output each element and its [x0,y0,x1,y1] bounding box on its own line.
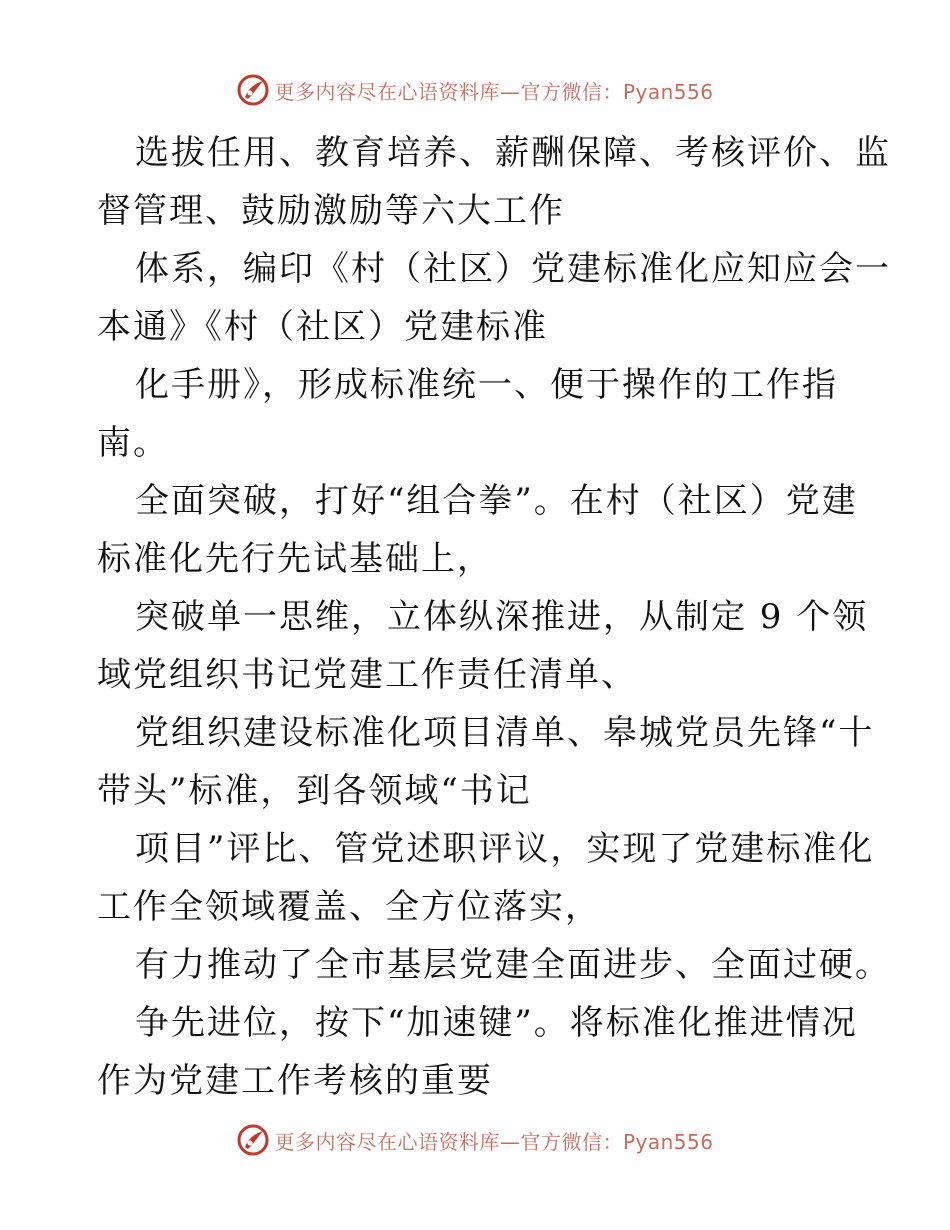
header-watermark-text: 更多内容尽在心语资料库—官方微信：Pyan556 [274,79,714,104]
text-line: 突破单一思维，立体纵深推进，从制定 9 个领 [135,597,869,637]
text-line: 全面突破，打好“组合拳”。在村（社区）党建 [135,481,858,521]
footer-watermark-banner [0,1120,950,1160]
text-line: 工作全领域覆盖、全方位落实， [97,887,601,927]
text-line: 体系，编印《村（社区）党建标准化应知应会一 [135,249,891,289]
text-line: 带头”标准，到各领域“书记 [97,771,532,811]
text-line: 本通》《村（社区）党建标准 [97,307,548,347]
text-line: 化手册》，形成标准统一、便于操作的工作指 [135,365,838,405]
text-line: 南。 [97,423,169,463]
text-line: 项目”评比、管党述职评议，实现了党建标准化 [135,829,875,869]
text-line: 域党组织书记党建工作责任清单、 [97,655,637,695]
text-line: 作为党建工作考核的重要 [97,1061,493,1101]
footer-watermark-text: 更多内容尽在心语资料库—官方微信：Pyan556 [274,1129,714,1154]
watermark-logo-icon [236,73,270,107]
text-line: 争先进位，按下“加速键”。将标准化推进情况 [135,1003,858,1043]
text-line: 党组织建设标准化项目清单、皋城党员先锋“十 [135,713,875,753]
text-line: 选拔任用、教育培养、薪酬保障、考核评价、监 [135,133,891,173]
header-watermark-banner [0,70,950,110]
text-line: 督管理、鼓励激励等六大工作 [97,191,565,231]
text-line: 有力推动了全市基层党建全面进步、全面过硬。 [135,945,891,985]
text-line: 标准化先行先试基础上， [97,539,493,579]
watermark-logo-icon [236,1123,270,1157]
